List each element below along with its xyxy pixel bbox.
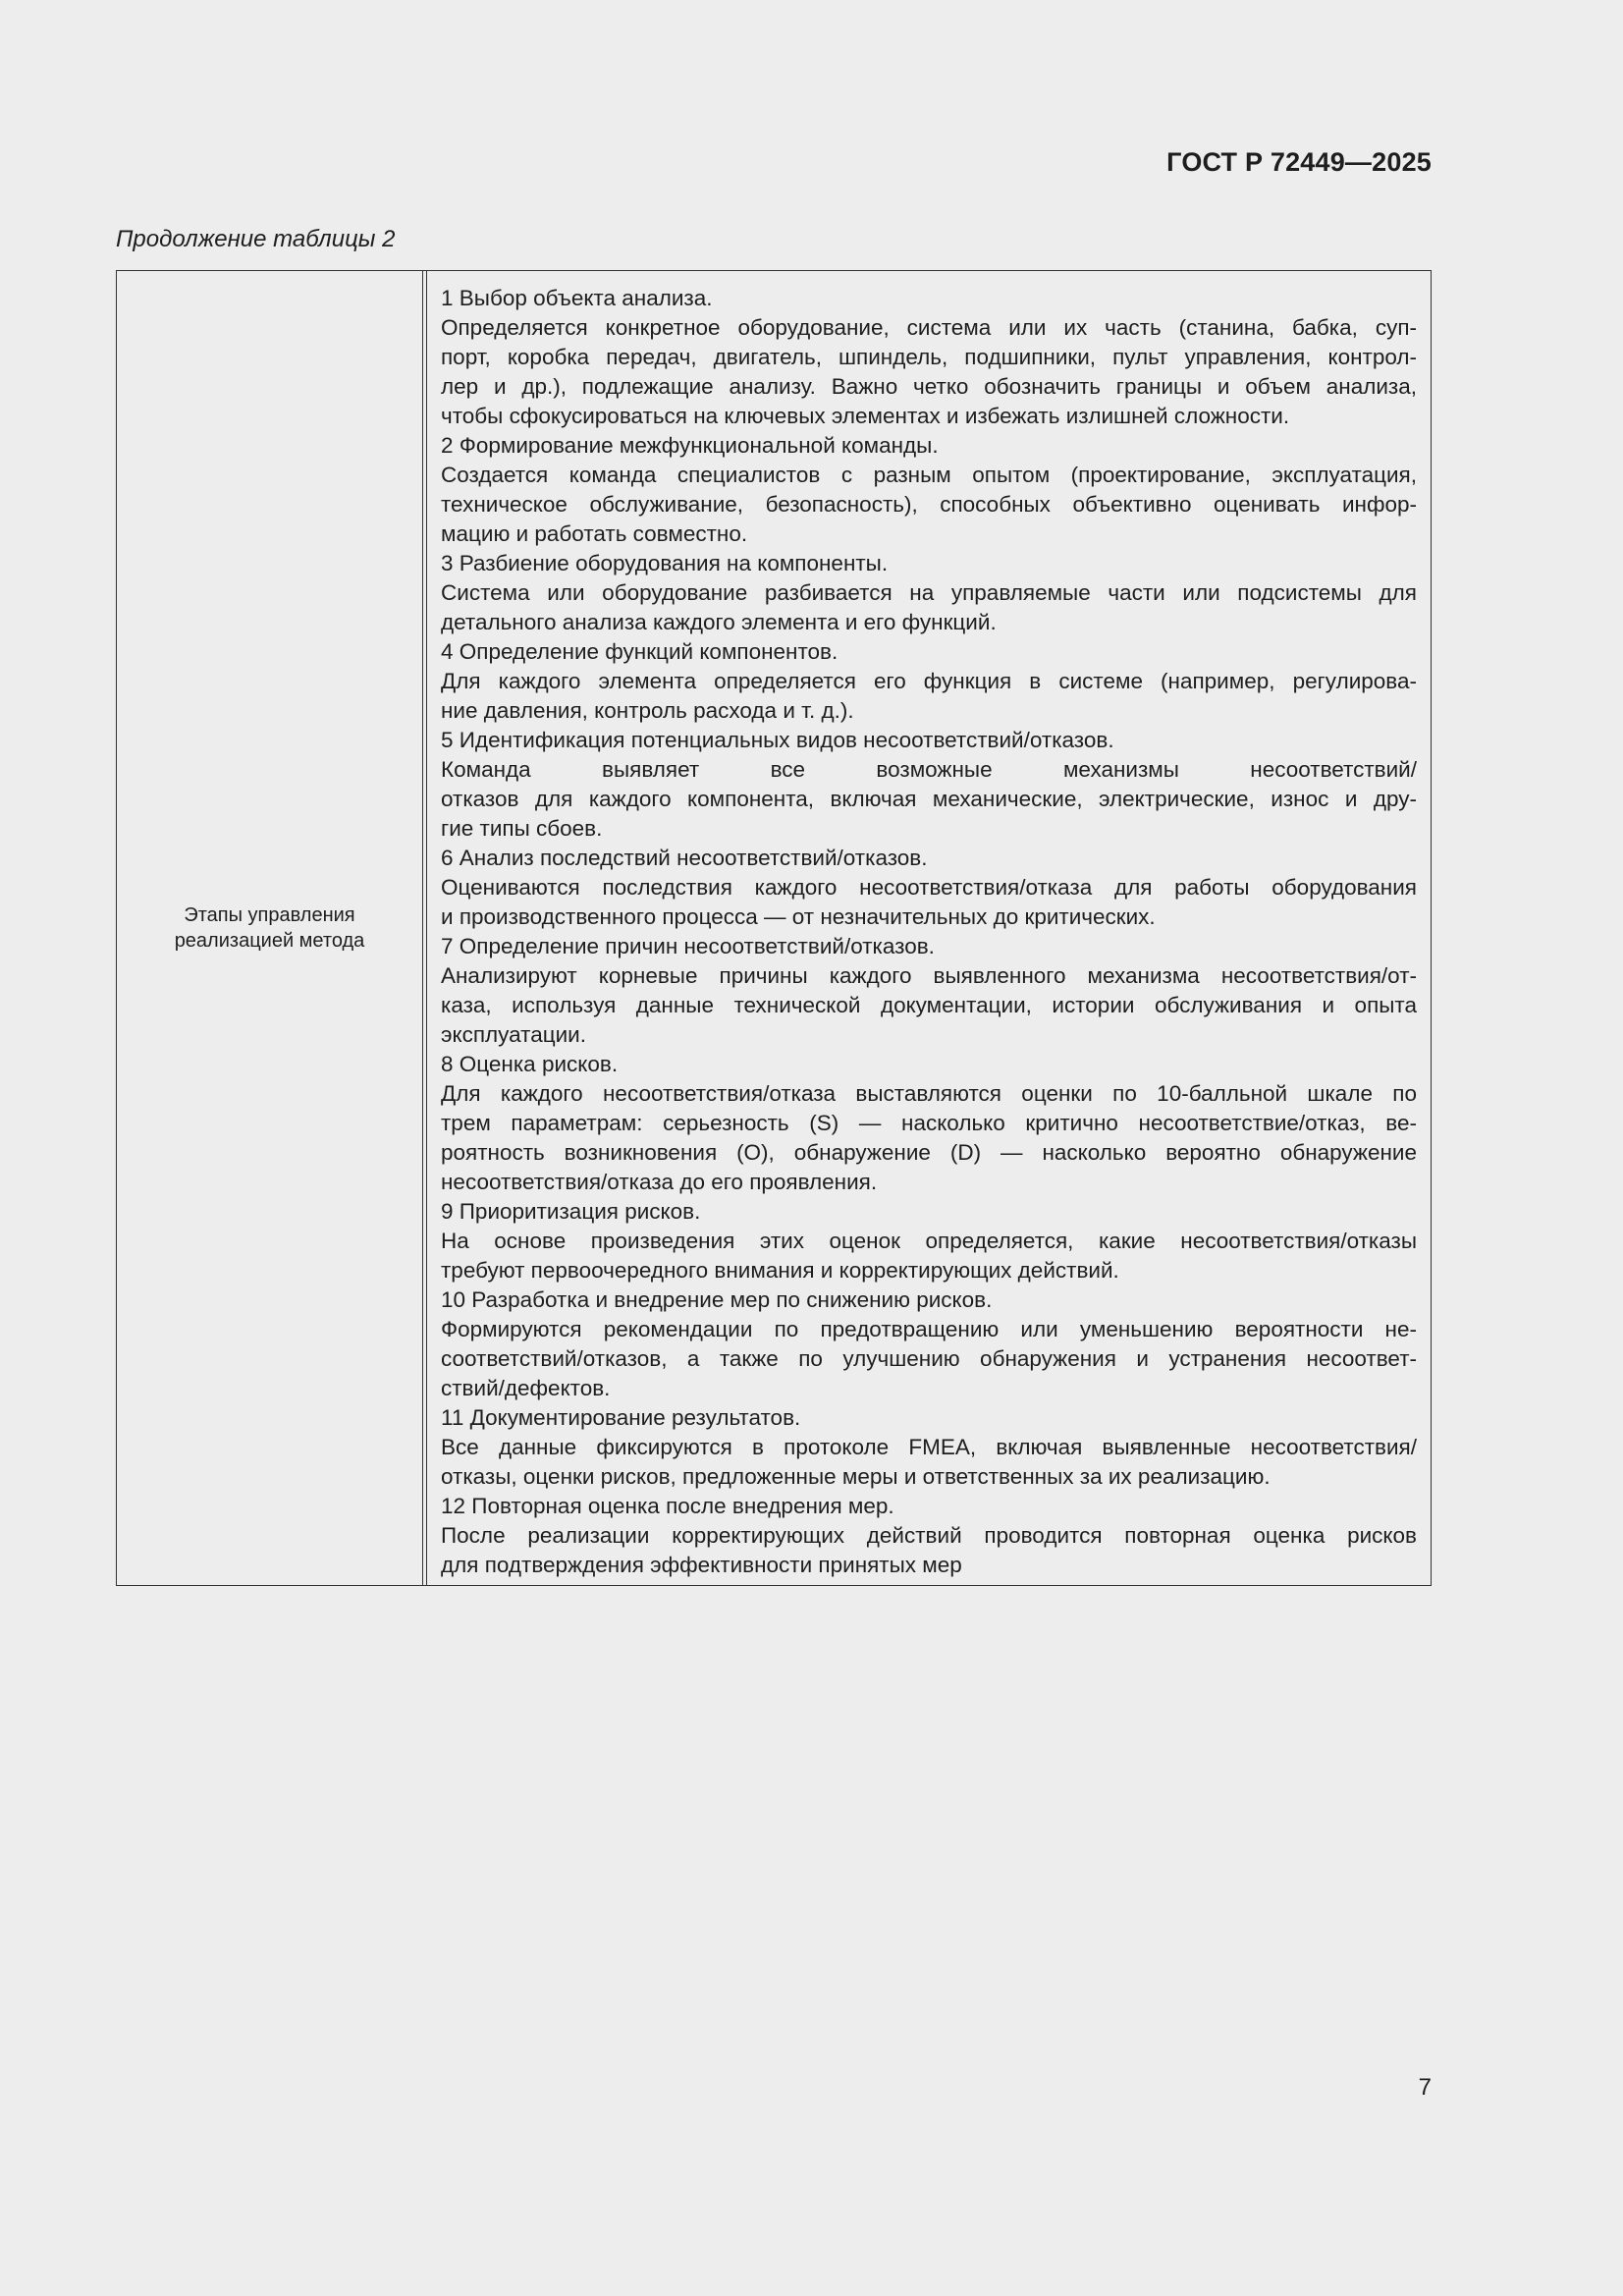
document-id-header: ГОСТ Р 72449—2025 xyxy=(1166,147,1432,177)
step-title: 4 Определение функций компонентов. xyxy=(441,639,839,664)
step-description-line: каза, используя данные технической документации, истории обслуживания и опыта xyxy=(441,993,1417,1017)
step-description xyxy=(441,1079,1417,1197)
step-description xyxy=(441,667,1417,726)
step-title: 3 Разбиение оборудования на компоненты. xyxy=(441,551,889,575)
step-description xyxy=(441,313,1417,431)
step-description-line: Определяется конкретное оборудование, система или их часть (станина, бабка, суп- xyxy=(441,315,1417,340)
step-title: 1 Выбор объекта анализа. xyxy=(441,286,713,310)
step-description-line: Анализируют корневые причины каждого выявленного механизма несоответствия/от- xyxy=(441,963,1417,988)
step-description xyxy=(441,755,1417,844)
step-description-line: трем параметрам: серьезность (S) — насколько критично несоответствие/отказ, ве- xyxy=(441,1111,1417,1135)
step-title: 7 Определение причин несоответствий/отказов. xyxy=(441,934,935,958)
step-description-line: Система или оборудование разбивается на управляемые части или подсистемы для xyxy=(441,580,1417,605)
step-description-line: Для каждого элемента определяется его функция в системе (например, регулирова- xyxy=(441,669,1417,693)
step-title: 11 Документирование результатов. xyxy=(441,1405,801,1430)
method-stages-table xyxy=(116,270,1432,1586)
step-description-line: После реализации корректирующих действий проводится повторная оценка рисков xyxy=(441,1523,1417,1548)
step-title: 8 Оценка рисков. xyxy=(441,1052,619,1076)
step-title: 10 Разработка и внедрение мер по снижению рисков. xyxy=(441,1287,993,1312)
stage-name-label: Этапы управления реализацией метода xyxy=(174,904,365,952)
step-title: 6 Анализ последствий несоответствий/отказов. xyxy=(441,846,928,870)
step-description-line: роятность возникновения (O), обнаружение (D) — насколько вероятно обнаружение xyxy=(441,1140,1417,1165)
step-description-line: требуют первоочередного внимания и корректирующих действий. xyxy=(441,1258,1119,1283)
step-description-line: эксплуатации. xyxy=(441,1022,586,1047)
step-description-line: гие типы сбоев. xyxy=(441,816,603,841)
step-description-line: Создается команда специалистов с разным опытом (проектирование, эксплуатация, xyxy=(441,463,1417,487)
step-description-line: несоответствия/отказа до его проявления. xyxy=(441,1170,878,1194)
step-description-line: ствий/дефектов. xyxy=(441,1376,611,1400)
step-description-line: и производственного процесса — от незначительных до критических. xyxy=(441,904,1156,929)
step-description-line: Оцениваются последствия каждого несоответствия/отказа для работы оборудования xyxy=(441,875,1417,900)
step-description-line: чтобы сфокусироваться на ключевых элементах и избежать излишней сложности. xyxy=(441,404,1290,428)
step-description-line: отказы, оценки рисков, предложенные меры и ответственных за их реализацию. xyxy=(441,1464,1271,1489)
step-title: 5 Идентификация потенциальных видов несоответствий/отказов. xyxy=(441,728,1114,752)
step-description xyxy=(441,1315,1417,1403)
step-description-line: детального анализа каждого элемента и его функций. xyxy=(441,610,997,634)
step-title: 2 Формирование межфункциональной команды. xyxy=(441,433,939,458)
step-description-line: Формируются рекомендации по предотвращению или уменьшению вероятности не- xyxy=(441,1317,1417,1341)
step-title: 9 Приоритизация рисков. xyxy=(441,1199,701,1224)
step-description-line: ние давления, контроль расхода и т. д.). xyxy=(441,698,854,723)
step-description xyxy=(441,961,1417,1050)
step-description xyxy=(441,1433,1417,1492)
step-title: 12 Повторная оценка после внедрения мер. xyxy=(441,1494,894,1518)
table-cell-stage-name xyxy=(117,271,423,1585)
step-description-line: для подтверждения эффективности принятых мер xyxy=(441,1553,962,1577)
step-description-line: лер и др.), подлежащие анализу. Важно четко обозначить границы и объем анализа, xyxy=(441,374,1417,399)
step-description xyxy=(441,1227,1417,1285)
step-description-line: отказов для каждого компонента, включая механические, электрические, износ и дру- xyxy=(441,787,1417,811)
step-description-line: техническое обслуживание, безопасность), способных объективно оценивать инфор- xyxy=(441,492,1417,517)
step-description-line: Для каждого несоответствия/отказа выставляются оценки по 10-балльной шкале по xyxy=(441,1081,1417,1106)
step-description-line: соответствий/отказов, а также по улучшению обнаружения и устранения несоответ- xyxy=(441,1346,1417,1371)
step-description xyxy=(441,578,1417,637)
step-description-line: На основе произведения этих оценок определяется, какие несоответствия/отказы xyxy=(441,1229,1417,1253)
table-cell-steps xyxy=(427,271,1431,1585)
page-number: 7 xyxy=(1418,2074,1432,2101)
step-description-line: Все данные фиксируются в протоколе FMEA, включая выявленные несоответствия/ xyxy=(441,1435,1417,1459)
step-description xyxy=(441,1521,1417,1580)
step-description xyxy=(441,461,1417,549)
step-description-line: порт, коробка передач, двигатель, шпиндель, подшипники, пульт управления, контрол- xyxy=(441,345,1417,369)
step-description xyxy=(441,873,1417,932)
step-description-line: Команда выявляет все возможные механизмы несоответствий/ xyxy=(441,757,1417,782)
table-caption: Продолжение таблицы 2 xyxy=(116,226,396,252)
step-description-line: мацию и работать совместно. xyxy=(441,521,748,546)
